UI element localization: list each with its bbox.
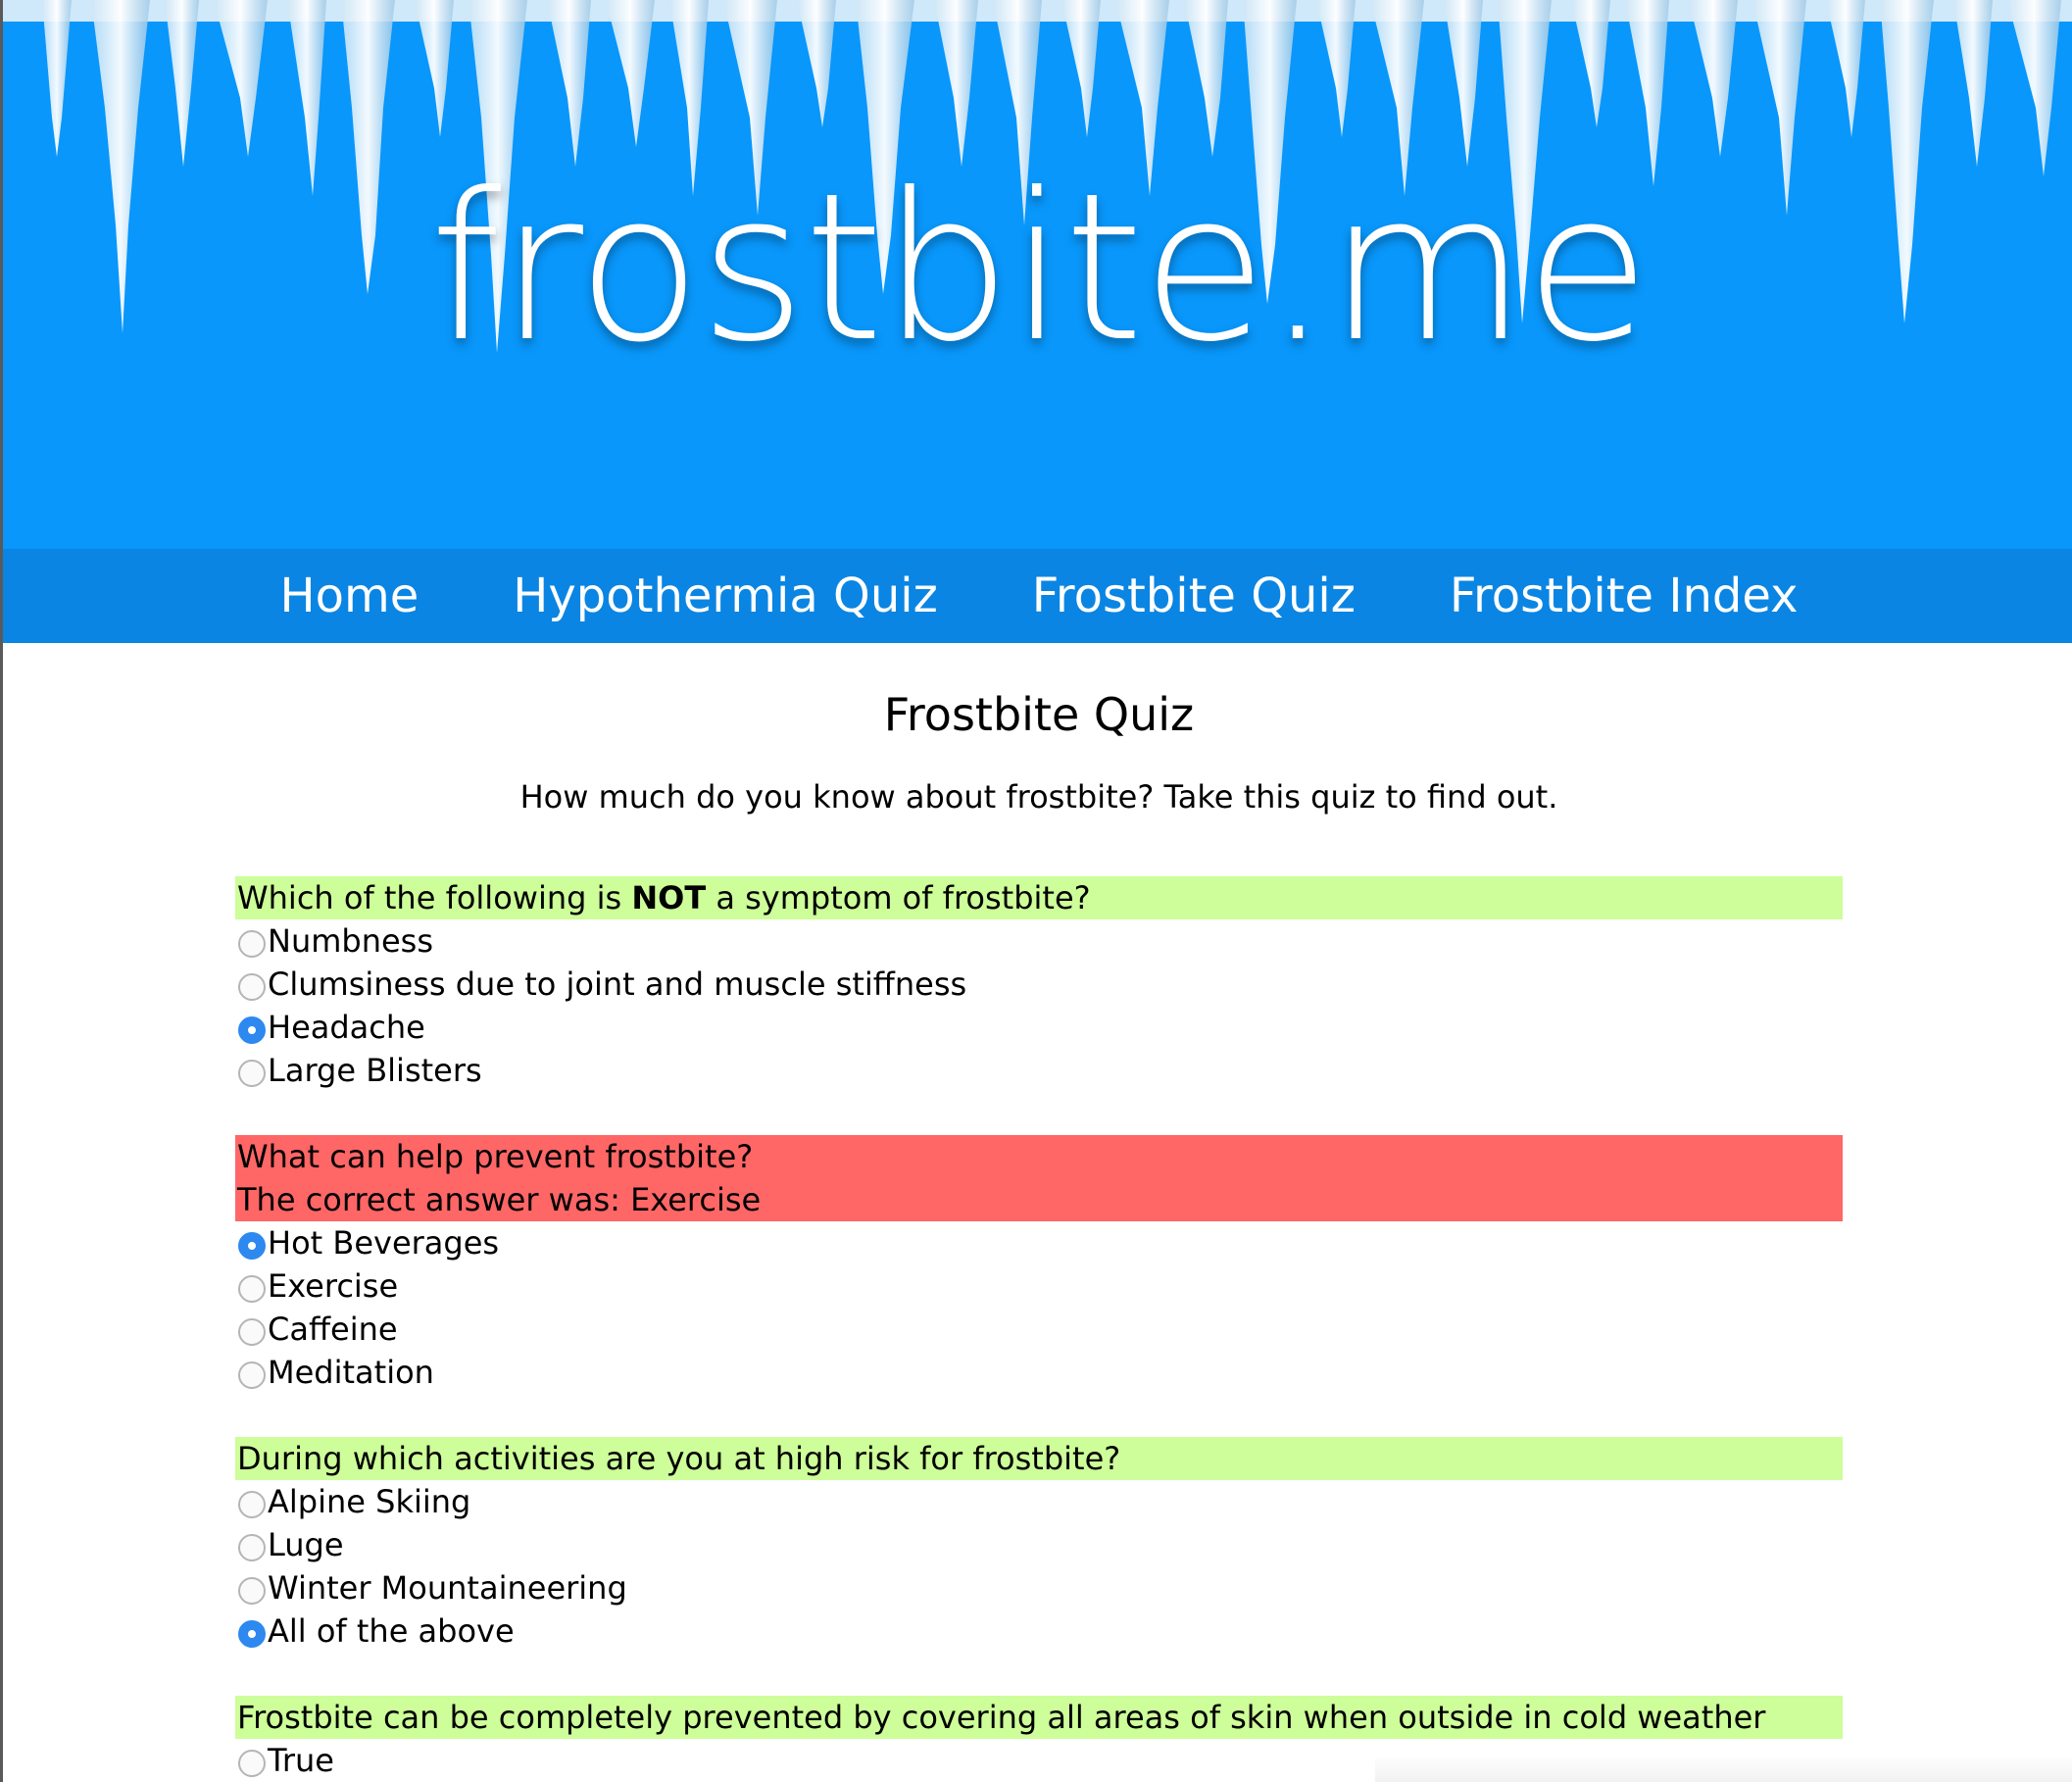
option-exercise[interactable]: Exercise [235, 1264, 1843, 1308]
main-nav [3, 549, 2072, 643]
question-3 [235, 1437, 1843, 1653]
question-text: Which of the following is NOT a symptom of frostbite? [235, 876, 1843, 919]
option-numbness[interactable]: Numbness [235, 919, 1843, 963]
site-logo[interactable]: frostbite.me [429, 150, 1649, 387]
quiz-content [235, 643, 1843, 1782]
radio-button[interactable] [238, 1318, 266, 1346]
radio-button[interactable] [238, 1060, 266, 1087]
radio-button[interactable] [238, 1275, 266, 1303]
question-text-wrong: What can help prevent frostbite? The correct answer was: Exercise [235, 1135, 1843, 1221]
radio-button-checked[interactable] [238, 1016, 266, 1044]
radio-button[interactable] [238, 1534, 266, 1561]
option-large-blisters[interactable]: Large Blisters [235, 1049, 1843, 1092]
page-title: Frostbite Quiz [883, 688, 1195, 741]
question-1 [235, 876, 1843, 1092]
option-alpine-skiing[interactable]: Alpine Skiing [235, 1480, 1843, 1523]
option-meditation[interactable]: Meditation [235, 1351, 1843, 1394]
option-caffeine[interactable]: Caffeine [235, 1308, 1843, 1351]
quiz-intro: How much do you know about frostbite? Take this quiz to find out. [519, 778, 1558, 816]
radio-button[interactable] [238, 1491, 266, 1518]
answer-feedback: The correct answer was: Exercise [237, 1181, 762, 1218]
radio-button[interactable] [238, 1361, 266, 1389]
nav-home[interactable]: Home [279, 569, 419, 623]
option-winter-mountaineering[interactable]: Winter Mountaineering [235, 1566, 1843, 1609]
question-text: During which activities are you at high risk for frostbite? [235, 1437, 1843, 1480]
option-headache[interactable]: Headache [235, 1006, 1843, 1049]
radio-button[interactable] [238, 930, 266, 958]
nav-frostbite-quiz[interactable]: Frostbite Quiz [1031, 569, 1356, 623]
nav-frostbite-index[interactable]: Frostbite Index [1449, 569, 1799, 623]
nav-hypothermia-quiz[interactable]: Hypothermia Quiz [513, 569, 938, 623]
option-all-of-the-above[interactable]: All of the above [235, 1609, 1843, 1653]
emphasis-not: NOT [631, 879, 707, 916]
option-clumsiness[interactable]: Clumsiness due to joint and muscle stiffness [235, 963, 1843, 1006]
radio-button[interactable] [238, 1750, 266, 1777]
option-luge[interactable]: Luge [235, 1523, 1843, 1566]
question-2 [235, 1135, 1843, 1394]
radio-button[interactable] [238, 973, 266, 1001]
hero-banner [3, 0, 2072, 549]
radio-button[interactable] [238, 1577, 266, 1605]
window-shadow [1375, 1755, 2072, 1782]
option-true[interactable]: True [235, 1739, 1843, 1782]
radio-button-checked[interactable] [238, 1620, 266, 1648]
radio-button-checked[interactable] [238, 1232, 266, 1260]
option-hot-beverages[interactable]: Hot Beverages [235, 1221, 1843, 1264]
question-text: Frostbite can be completely prevented by covering all areas of skin when outside in cold weather [235, 1696, 1843, 1739]
